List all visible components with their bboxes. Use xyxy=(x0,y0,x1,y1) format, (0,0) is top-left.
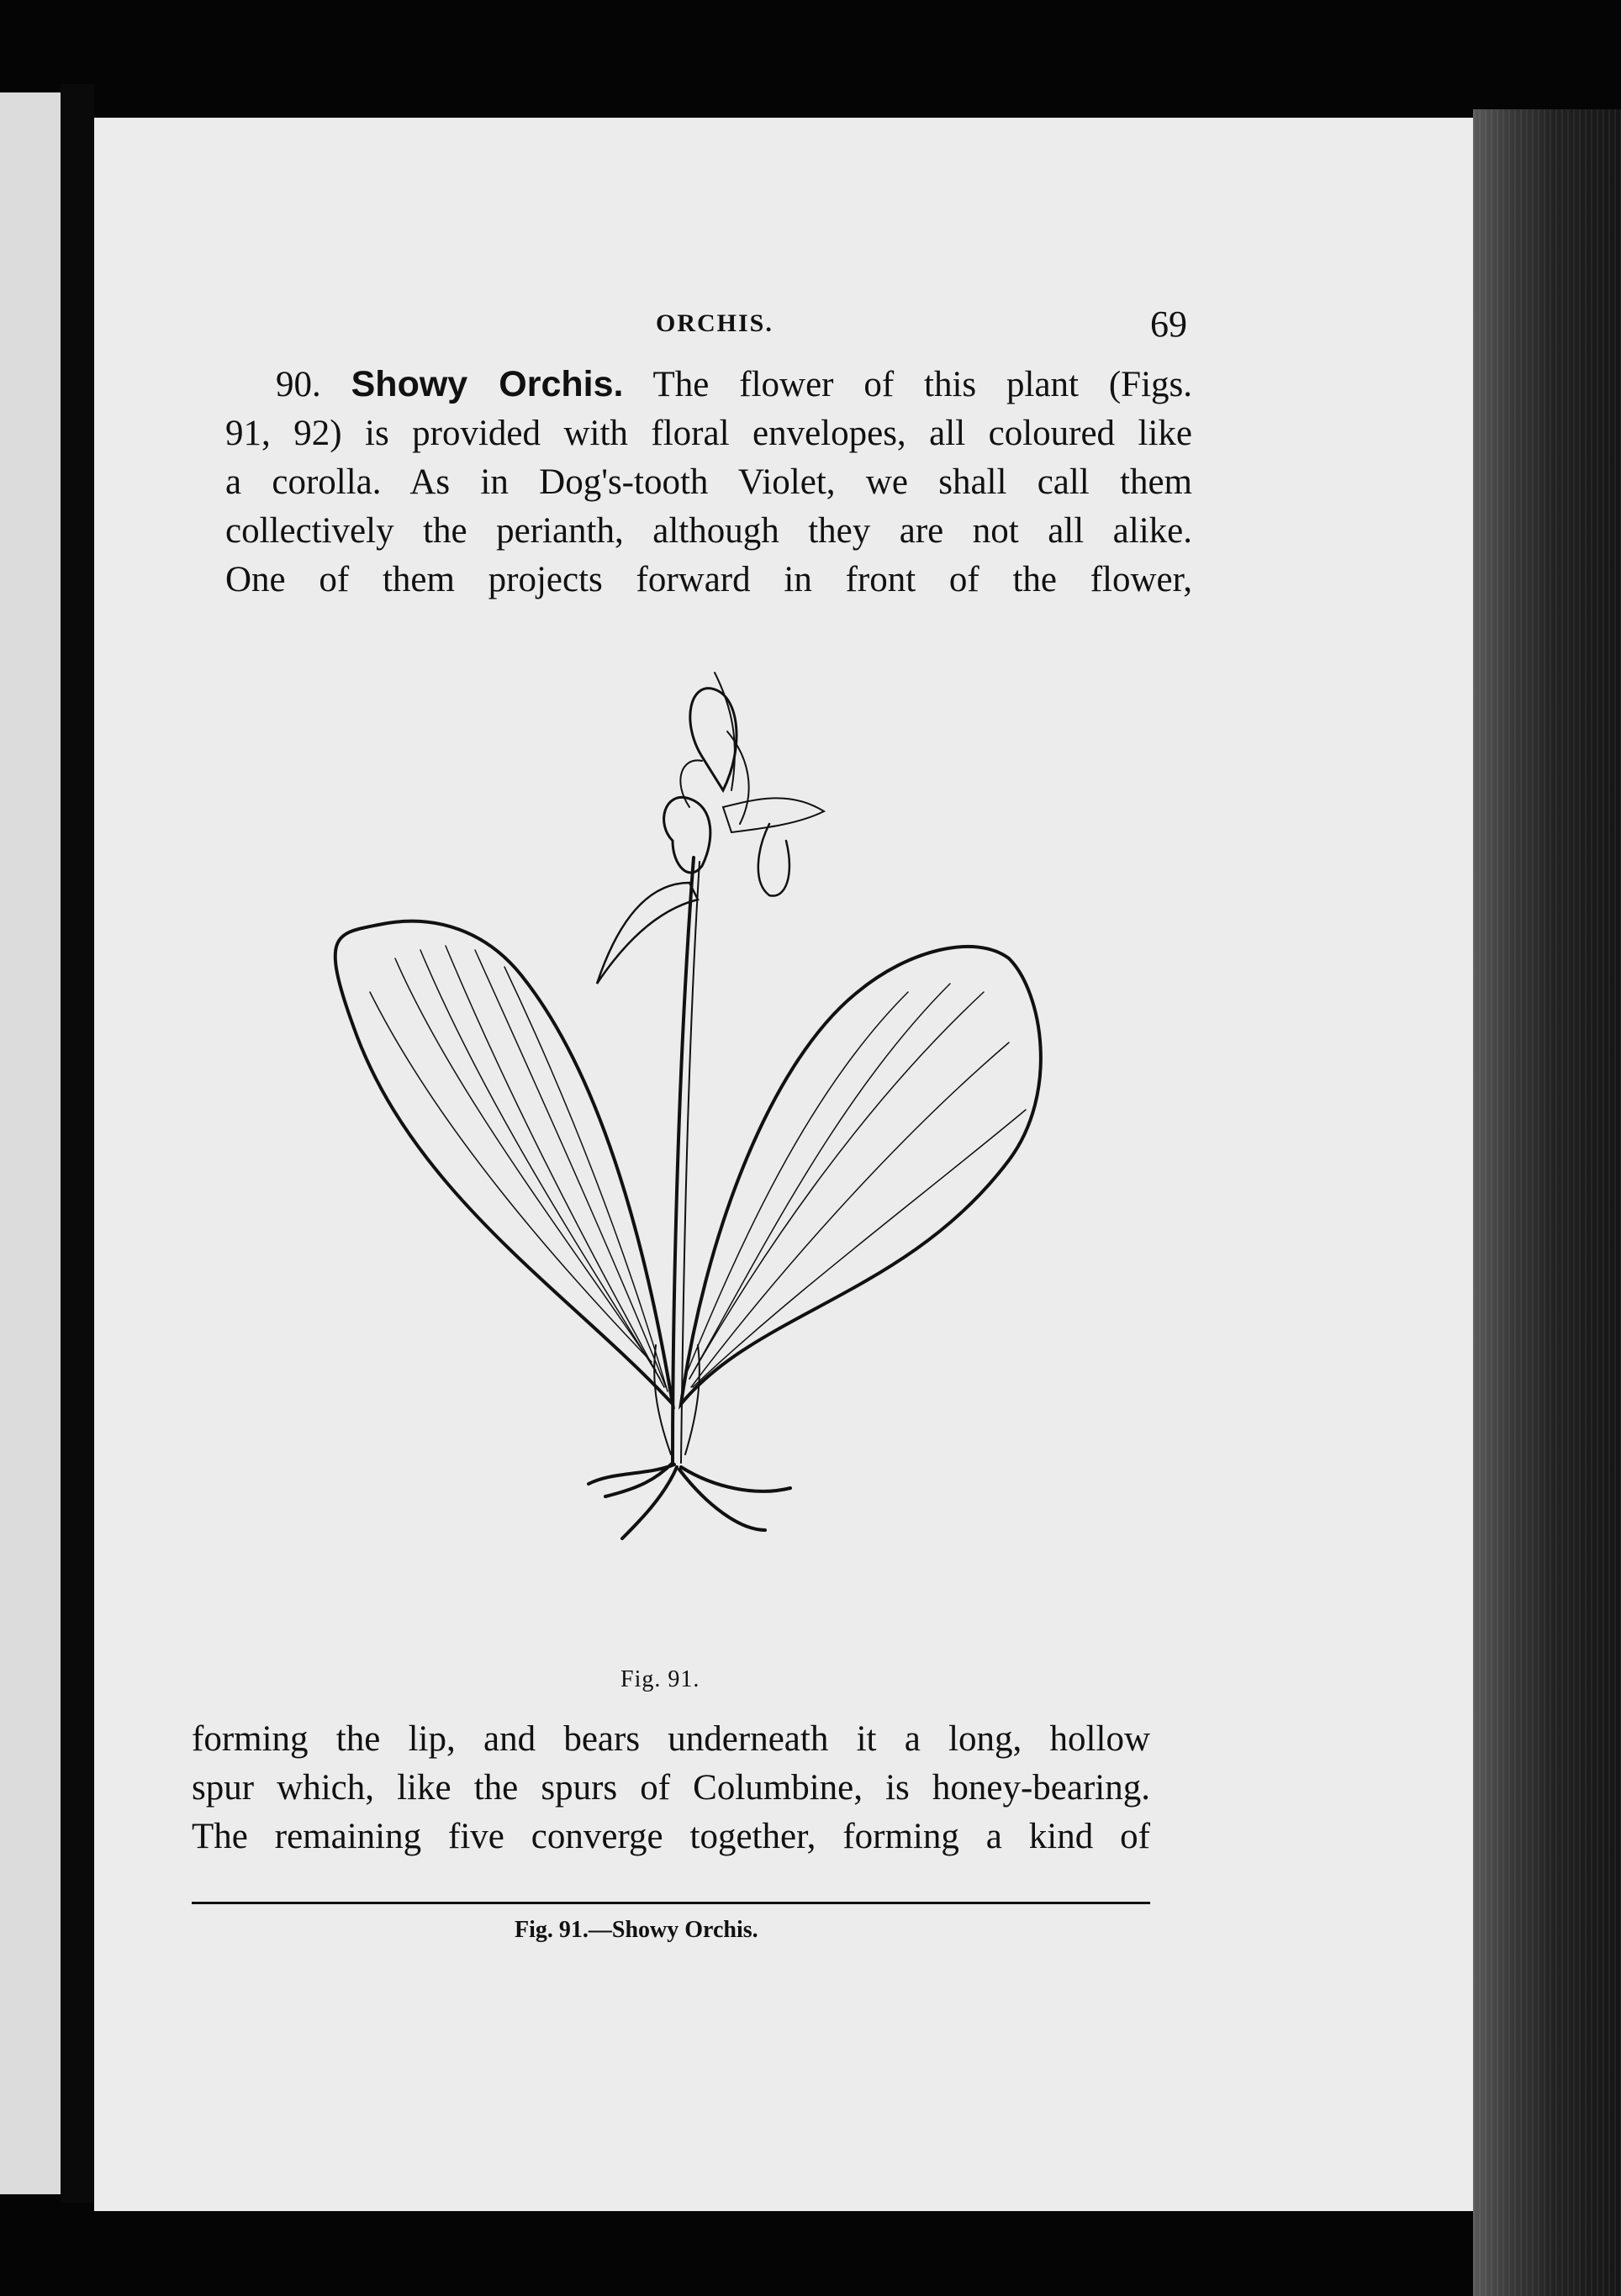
paragraph-line xyxy=(225,360,1192,409)
paragraph-bottom xyxy=(192,1715,1150,1861)
flower xyxy=(664,797,710,873)
text-line: 91, 92) is provided with floral envelopes, all coloured like xyxy=(225,414,1192,453)
sepal xyxy=(723,798,824,832)
lip-spur xyxy=(758,824,789,896)
roots xyxy=(589,1463,790,1539)
right-leaf xyxy=(681,947,1041,1404)
text-line: spur which, like the spurs of Columbine, is honey-bearing. xyxy=(192,1768,1150,1808)
left-page-edge xyxy=(0,92,61,2194)
text-line: The remaining five converge together, forming a kind of xyxy=(192,1817,1150,1856)
book-gutter xyxy=(61,84,94,2203)
page-stack-lines xyxy=(1473,109,1621,2296)
text-line: a corolla. As in Dog's-tooth Violet, we shall call them xyxy=(225,462,1192,502)
figure-label: Fig. 91. xyxy=(620,1666,700,1692)
text-line: collectively the perianth, although they are not all alike. xyxy=(225,511,1192,551)
figure-caption: Fig. 91.—Showy Orchis. xyxy=(515,1917,758,1943)
section-title: Showy Orchis. xyxy=(351,364,624,404)
page-number: 69 xyxy=(1150,303,1187,345)
section-number: 90. xyxy=(276,365,321,404)
paragraph-top xyxy=(225,360,1192,604)
flower-bud xyxy=(690,689,737,790)
running-head: ORCHIS. xyxy=(656,309,774,337)
bract xyxy=(597,883,698,984)
text-line: One of them projects forward in front of the flower, xyxy=(225,560,1192,599)
text-line: forming the lip, and bears underneath it a long, hollow xyxy=(192,1719,1150,1759)
footnote-rule xyxy=(192,1902,1150,1904)
orchis-illustration xyxy=(319,656,1076,1648)
text-line: The flower of this plant (Figs. xyxy=(652,365,1193,404)
